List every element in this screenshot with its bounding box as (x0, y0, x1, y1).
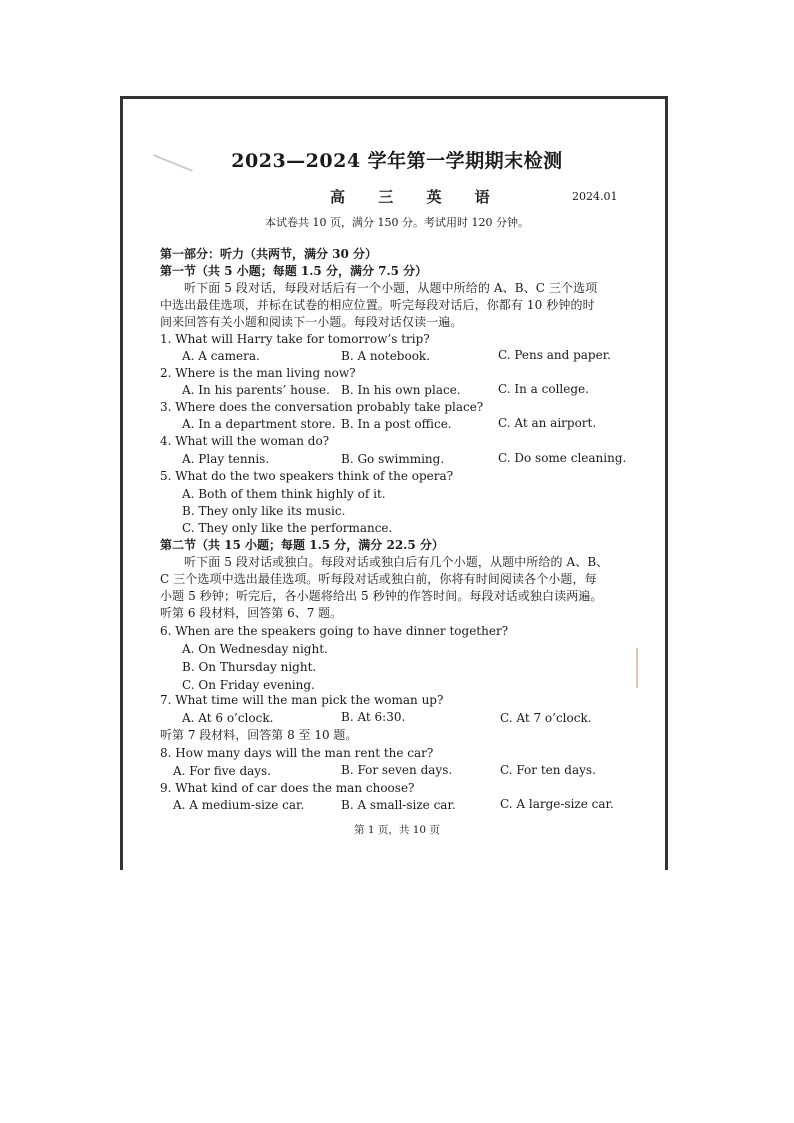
section2-heading: 第二节（共 15 小题；每题 1.5 分，满分 22.5 分） (160, 538, 444, 552)
option-a: A. A camera. (182, 349, 260, 363)
exam-intro: 本试卷共 10 页，满分 150 分。考试用时 120 分钟。 (265, 216, 529, 229)
question-stem: 9. What kind of car does the man choose? (160, 781, 415, 795)
option-a: A. For five days. (173, 764, 272, 778)
option-a: A. In a department store. (182, 417, 336, 431)
option-c: C. In a college. (498, 382, 589, 396)
section1-directions-line: 听下面 5 段对话，每段对话后有一个小题，从题中所给的 A、B、C 三个选项 (184, 281, 598, 295)
option-c: C. At 7 o’clock. (500, 711, 592, 725)
section1-directions-line: 间来回答有关小题和阅读下一小题。每段对话仅读一遍。 (160, 315, 463, 329)
question-stem: 4. What will the woman do? (160, 434, 330, 448)
option-a: A. At 6 o’clock. (182, 711, 274, 725)
option-b: B. A notebook. (341, 349, 431, 363)
exam-date: 2024.01 (572, 190, 618, 203)
question-stem: 7. What time will the man pick the woman up? (160, 693, 444, 707)
material-instruction: 听第 7 段材料，回答第 8 至 10 题。 (160, 728, 358, 742)
section2-directions-line: 听下面 5 段对话或独白。每段对话或独白后有几个小题，从题中所给的 A、B、 (184, 555, 609, 569)
page-number: 第 1 页，共 10 页 (354, 824, 440, 836)
question-stem: 5. What do the two speakers think of the opera? (160, 469, 454, 483)
section2-directions-line: 小题 5 秒钟；听完后，各小题将给出 5 秒钟的作答时间。每段对话或独白读两遍。 (160, 589, 603, 603)
option-b: B. Go swimming. (341, 452, 445, 466)
option-c: C. Do some cleaning. (498, 451, 627, 465)
part1-heading: 第一部分：听力（共两节，满分 30 分） (160, 247, 378, 261)
option-a: A. On Wednesday night. (182, 642, 328, 656)
section2-directions-line: C 三个选项中选出最佳选项。听每段对话或独白前，你将有时间阅读各个小题，每 (160, 572, 597, 586)
scan-mark (636, 648, 638, 688)
option-c: C. On Friday evening. (182, 678, 315, 692)
option-b: B. At 6:30. (341, 710, 406, 724)
option-c: C. At an airport. (498, 416, 597, 430)
subject-title: 高 三 英 语 (330, 188, 504, 206)
section1-heading: 第一节（共 5 小题；每题 1.5 分，满分 7.5 分） (160, 264, 428, 278)
material-instruction: 听第 6 段材料，回答第 6、7 题。 (160, 606, 343, 620)
option-b: B. They only like its music. (182, 504, 346, 518)
question-stem: 1. What will Harry take for tomorrow’s trip? (160, 332, 430, 346)
option-a: A. Both of them think highly of it. (182, 487, 386, 501)
option-b: B. A small-size car. (341, 798, 456, 812)
question-stem: 3. Where does the conversation probably take place? (160, 400, 484, 414)
option-b: B. In a post office. (341, 417, 452, 431)
option-a: A. A medium-size car. (173, 798, 305, 812)
option-c: C. A large-size car. (500, 797, 614, 811)
option-b: B. For seven days. (341, 763, 453, 777)
question-stem: 6. When are the speakers going to have dinner together? (160, 624, 509, 638)
option-c: C. For ten days. (500, 763, 596, 777)
exam-title: 2023—2024 学年第一学期期末检测 (231, 150, 563, 172)
option-c: C. Pens and paper. (498, 348, 611, 362)
option-c: C. They only like the performance. (182, 521, 393, 535)
option-b: B. In his own place. (341, 383, 461, 397)
question-stem: 8. How many days will the man rent the car? (160, 746, 434, 760)
question-stem: 2. Where is the man living now? (160, 366, 356, 380)
option-a: A. Play tennis. (182, 452, 270, 466)
section1-directions-line: 中选出最佳选项，并标在试卷的相应位置。听完每段对话后，你都有 10 秒钟的时 (160, 298, 595, 312)
option-a: A. In his parents’ house. (182, 383, 330, 397)
option-b: B. On Thursday night. (182, 660, 317, 674)
